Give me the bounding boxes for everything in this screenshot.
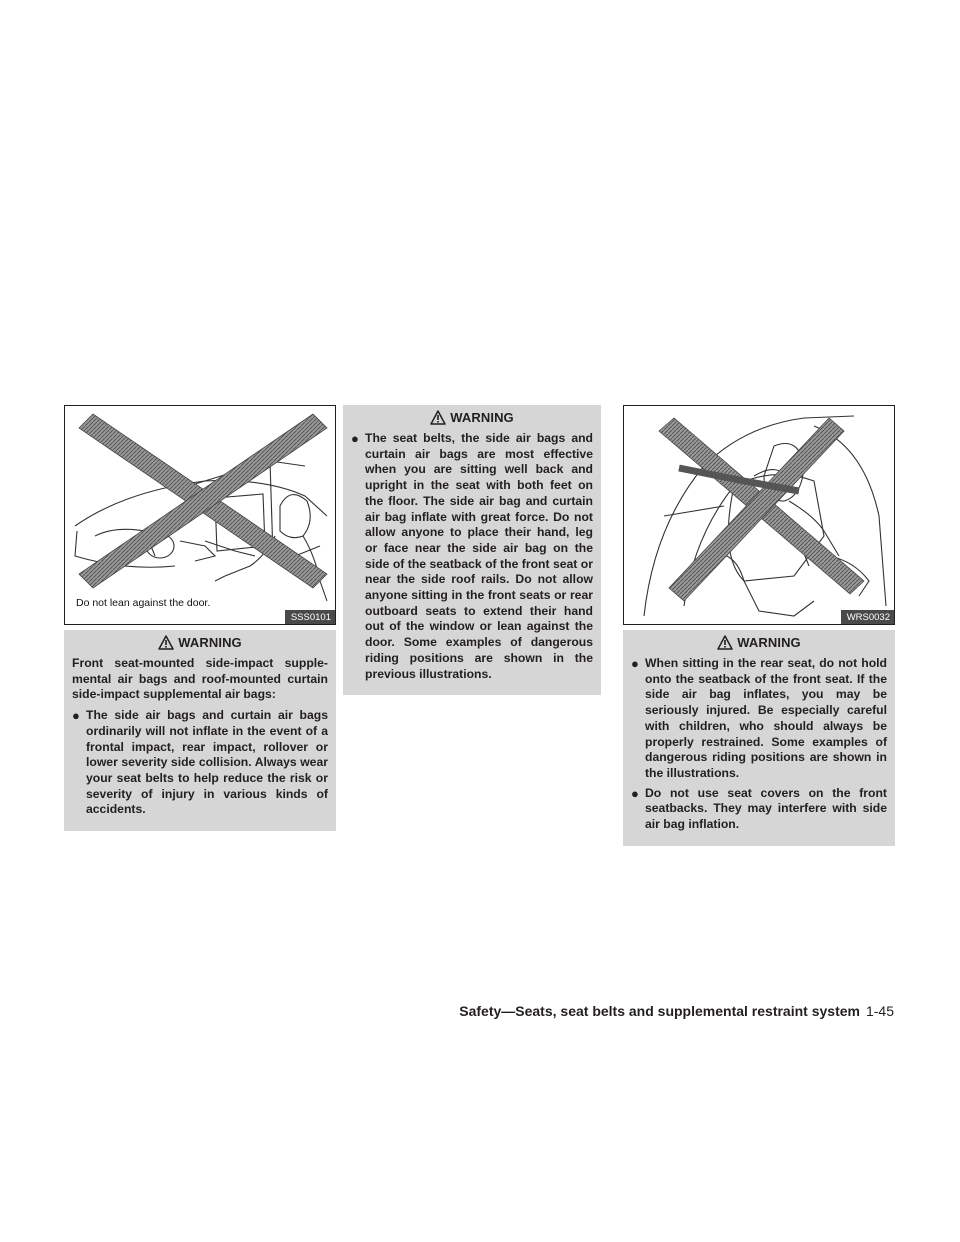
right-column <box>623 405 895 846</box>
bullet-dot: ● <box>351 431 359 446</box>
warning-triangle-icon <box>717 635 733 650</box>
warning-title: WARNING <box>450 409 514 425</box>
cross-mark <box>659 418 864 601</box>
bullet-dot: ● <box>631 785 639 801</box>
warning-bullet <box>72 708 328 818</box>
bullet-dot: ● <box>631 656 639 671</box>
rear-seat-illustration-drawing <box>624 406 895 625</box>
bullet-dot: ● <box>72 708 80 724</box>
warning-intro: Front seat-mounted side-impact supple-mental air bags and roof-mounted curtain side-impact supplemental air bags: <box>72 656 328 702</box>
figure-code: WRS0032 <box>841 610 894 624</box>
bullet-text: The side air bags and curtain air bags ordinarily will not inflate in the event of a frontal impact, rear impact, rollover or lower severity side collision. Always wear your seat belts to help reduce the risk or severity of injury in various kinds of accidents. <box>86 708 328 817</box>
warning-box <box>623 630 895 846</box>
warning-header <box>631 630 887 654</box>
cross-mark <box>79 414 327 588</box>
door-illustration-drawing <box>65 406 336 625</box>
middle-column <box>343 405 601 695</box>
warning-header <box>351 405 593 429</box>
warning-bullet <box>631 786 887 833</box>
warning-bullet <box>631 656 887 782</box>
warning-box <box>64 630 336 831</box>
figure-code: SSS0101 <box>285 610 335 624</box>
warning-triangle-icon <box>158 635 174 650</box>
warning-bullet <box>351 431 593 682</box>
left-column <box>64 405 336 831</box>
bullet-text: The seat belts, the side air bags and curtain air bags are most effective when you are sitting well back and upright in the seat with both feet on the floor. The side air bag and curtain air bag inflate with great force. Do not allow anyone to place their hand, leg or face near the side air bag on the side of the seatback of the front seat or near the side roof rails. Do not allow anyone sitting in the front seats or rear outboard seats to extend their hand out of the window or lean against the door. Some examples of dangerous riding positions are shown in the previous illustrations. <box>365 431 593 681</box>
illustration-caption: Do not lean against the door. <box>76 597 211 609</box>
warning-title: WARNING <box>737 634 801 650</box>
illustration-lean-against-door <box>64 405 336 625</box>
warning-header <box>72 630 328 654</box>
illustration-rear-seat <box>623 405 895 625</box>
warning-triangle-icon <box>430 410 446 425</box>
warning-title: WARNING <box>178 634 242 650</box>
page-number: 1-45 <box>865 1003 894 1019</box>
section-title: Safety—Seats, seat belts and supplemental restraint system <box>459 1003 860 1019</box>
bullet-text: When sitting in the rear seat, do not hold onto the seatback of the front seat. If the side air bag inflates, you may be seriously injured. Be especially careful with children, who should always be properly restrained. Some examples of dangerous riding positions are shown in the illustrations. <box>645 656 887 780</box>
bullet-text: Do not use seat covers on the front seatbacks. They may interfere with side air bag inflation. <box>645 785 887 832</box>
page-footer <box>0 1003 894 1019</box>
warning-box <box>343 405 601 695</box>
